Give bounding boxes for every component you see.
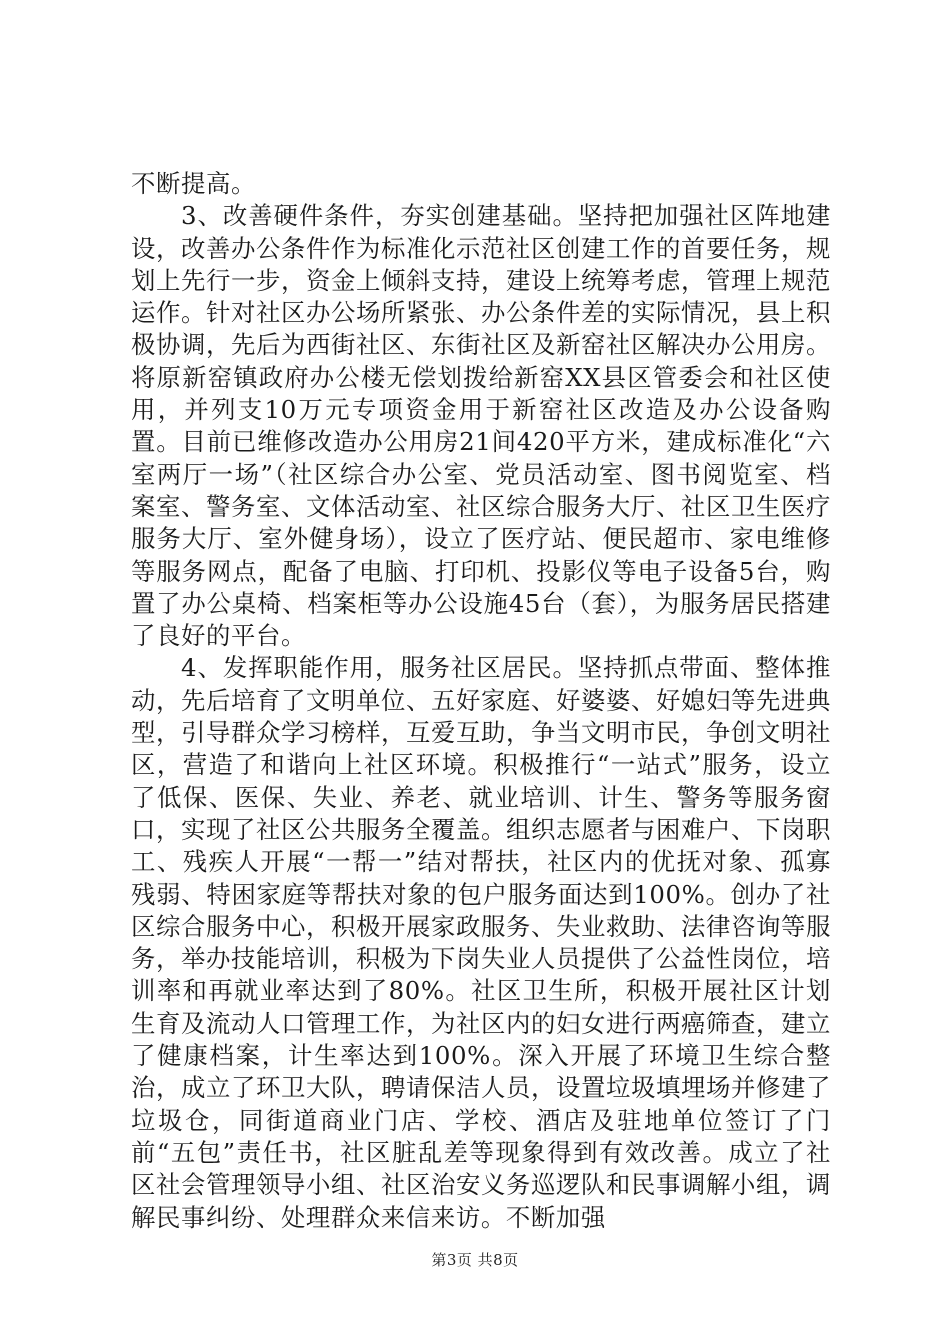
paragraph-hardware-conditions: 3、改善硬件条件，夯实创建基础。坚持把加强社区阵地建设，改善办公条件作为标准化示范社区创建工作的首要任务，规划上先行一步，资金上倾斜支持，建设上统筹考虑，管理上规范运作。针对社区办公场所紧张、办公条件差的实际情况，县上积极协调，先后为西街社区、东街社区及新窑社区解决办公用房。将原新窑镇政府办公楼无偿划拨给新窑XX县区管委会和社区使用，并列支10万元专项资金用于新窑社区改造及办公设备购置。目前已维修改造办公用房21间420平方米，建成标准化“六室两厅一场”（社区综合办公室、党员活动室、图书阅览室、档案室、警务室、文体活动室、社区综合服务大厅、社区卫生医疗服务大厅、室外健身场），设立了医疗站、便民超市、家电维修等服务网点，配备了电脑、打印机、投影仪等电子设备5台，购置了办公桌椅、档案柜等办公设施45台（套），为服务居民搭建了良好的平台。 — [131, 201, 831, 651]
paragraph-community-services: 4、发挥职能作用，服务社区居民。坚持抓点带面、整体推动，先后培育了文明单位、五好家庭、好婆婆、好媳妇等先进典型，引导群众学习榜样，互爱互助，争当文明市民，争创文明社区，营造了和谐向上社区环境。积极推行“一站式”服务，设立了低保、医保、失业、养老、就业培训、计生、警务等服务窗口，实现了社区公共服务全覆盖。组织志愿者与困难户、下岗职工、残疾人开展“一帮一”结对帮扶，社区内的优抚对象、孤寡残弱、特困家庭等帮扶对象的包户服务面达到100%。创办了社区综合服务中心，积极开展家政服务、失业救助、法律咨询等服务，举办技能培训，积极为下岗失业人员提供了公益性岗位，培训率和再就业率达到了80%。社区卫生所，积极开展社区计划生育及流动人口管理工作，为社区内的妇女进行两癌筛查，建立了健康档案，计生率达到100%。深入开展了环境卫生综合整治，成立了环卫大队，聘请保洁人员，设置垃圾填埋场并修建了垃圾仓，同街道商业门店、学校、酒店及驻地单位签订了门前“五包”责任书，社区脏乱差等现象得到有效改善。成立了社区社会管理领导小组、社区治安义务巡逻队和民事调解小组，调解民事纠纷、处理群众来信来访。不断加强 — [131, 653, 831, 1232]
document-body — [131, 168, 831, 1234]
page-footer: 第3页 共8页 — [431, 1251, 519, 1269]
paragraph-continuation: 不断提高。 — [131, 169, 256, 198]
